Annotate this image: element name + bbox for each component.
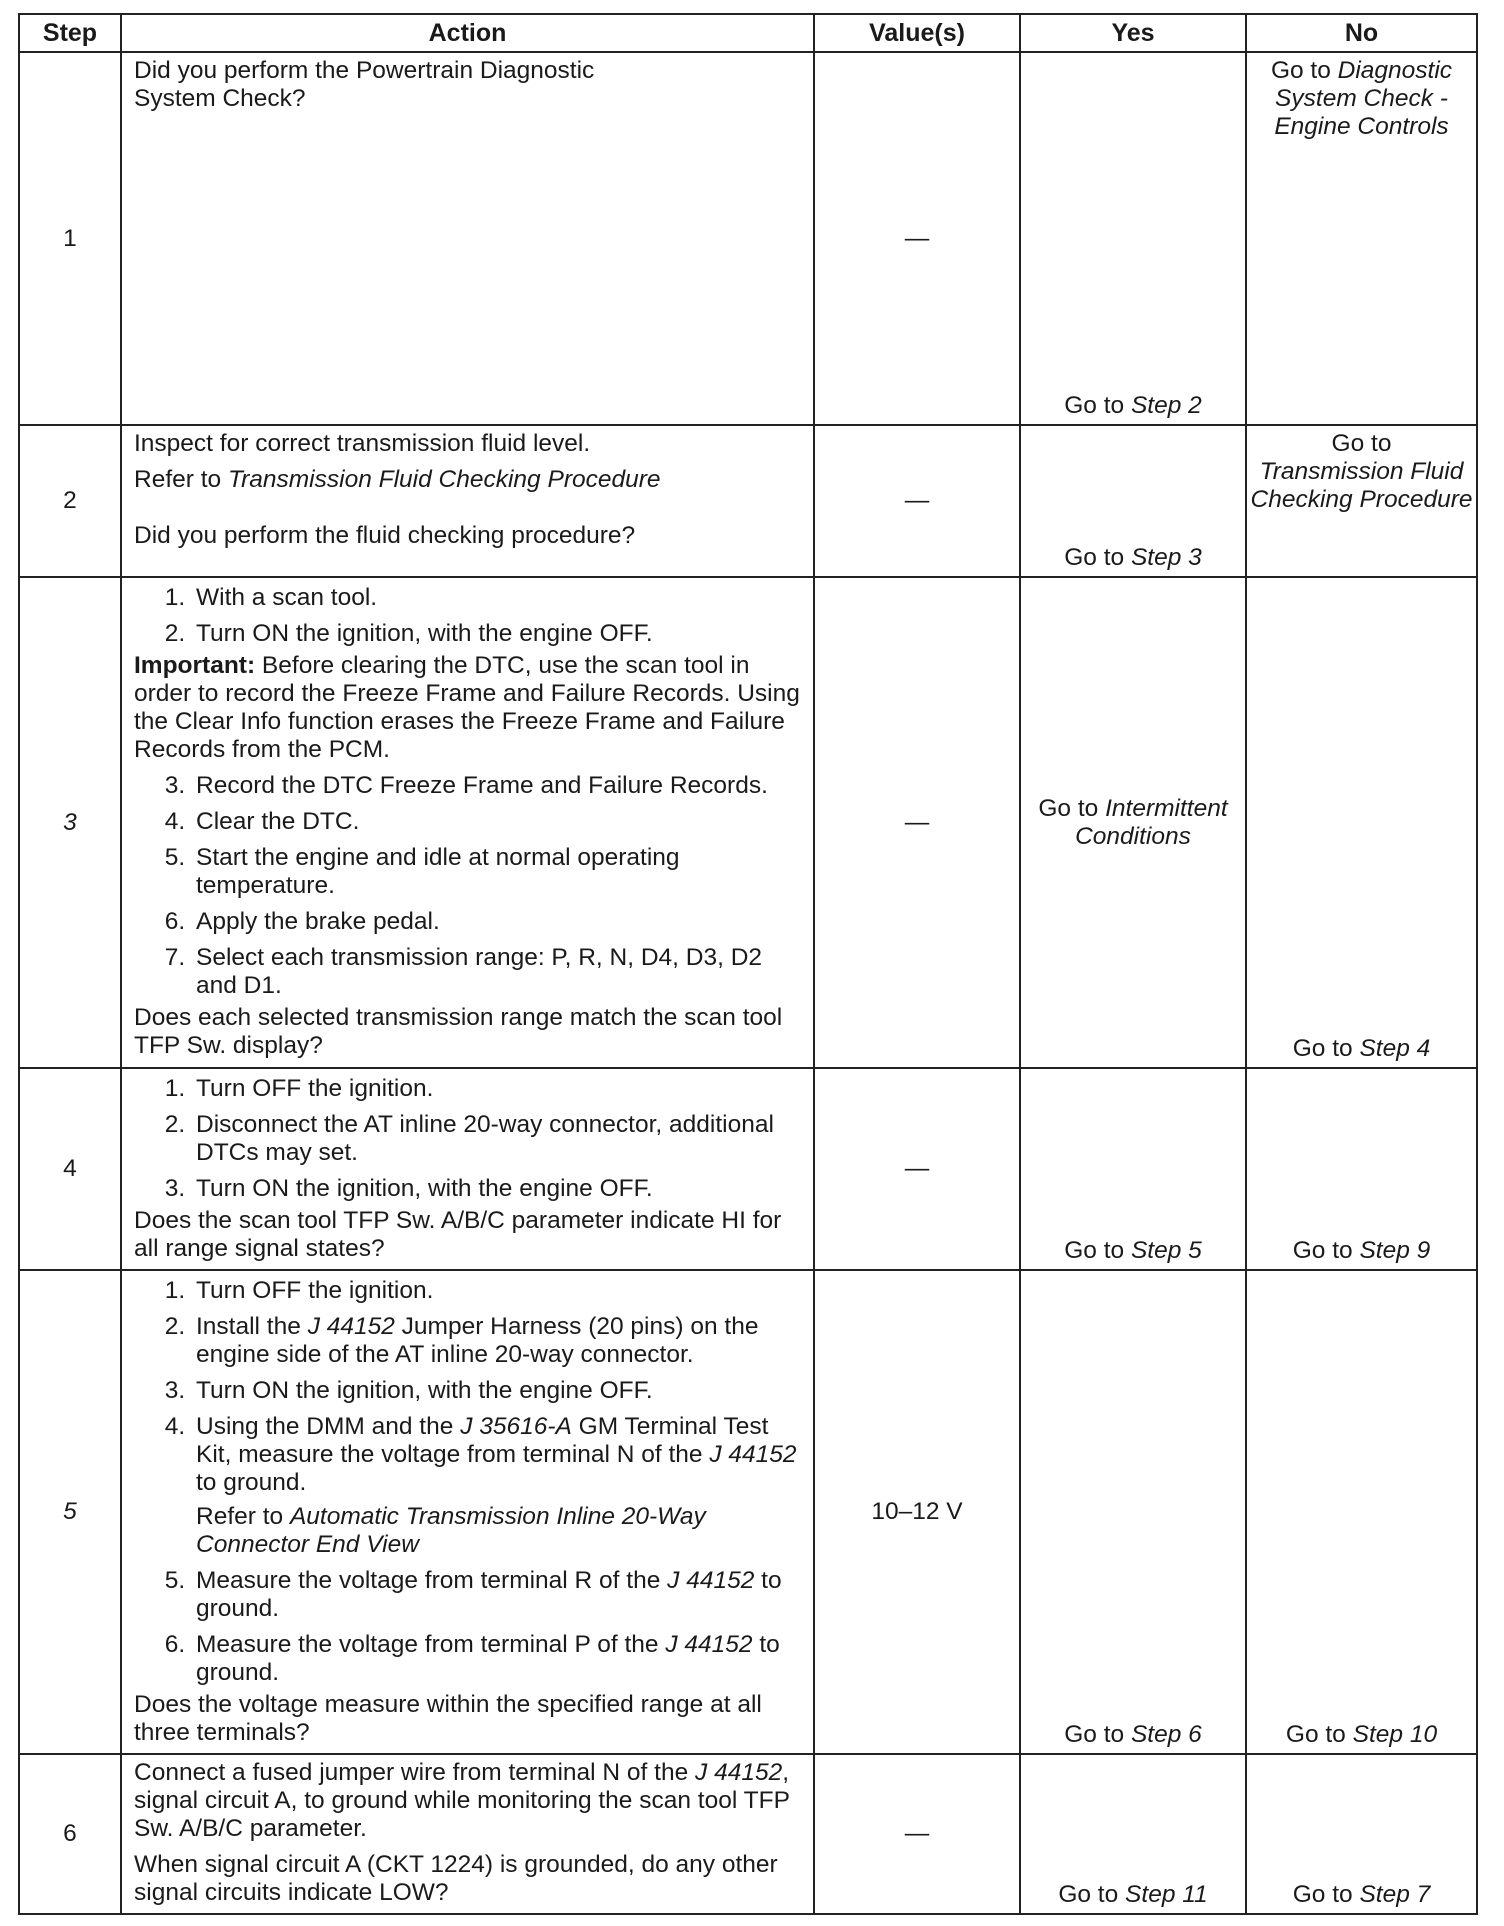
list-item: [192, 1413, 803, 1559]
header-row: [19, 14, 1477, 52]
no-prefix: Go to: [1292, 1237, 1360, 1264]
list-item: [192, 1631, 803, 1687]
tool-ref: J 44152: [667, 1567, 755, 1594]
action-cell: [121, 1068, 814, 1270]
yes-cell: [1020, 1754, 1246, 1914]
table-row: [19, 52, 1477, 425]
refer-link[interactable]: Automatic Transmission Inline 20-Way Connector End View: [196, 1503, 706, 1558]
value-cell: —: [814, 425, 1020, 577]
list-item: 1. Turn OFF the ignition.: [192, 1075, 803, 1103]
action-cell: [121, 1754, 814, 1914]
table-row: [19, 577, 1477, 1068]
no-cell: [1246, 1068, 1477, 1270]
action-line: Did you perform the Powertrain Diagnostic: [134, 57, 595, 84]
action-question: When signal circuit A (CKT 1224) is grounded, do any other signal circuits indicate LOW?: [134, 1851, 778, 1906]
item-text: GM Terminal Test Kit, measure the voltage from terminal N of the: [196, 1413, 769, 1468]
item-text: Measure the voltage from terminal R of the: [196, 1567, 668, 1594]
tool-ref: J 44152: [709, 1441, 797, 1468]
step-number: 2: [19, 425, 121, 577]
step-number: 1: [19, 52, 121, 425]
list-item: 3. Turn ON the ignition, with the engine OFF.: [192, 1377, 803, 1405]
item-text: Install the: [196, 1313, 308, 1340]
no-link[interactable]: Transmission Fluid Checking Procedure: [1250, 458, 1473, 513]
action-text: [134, 1759, 803, 1843]
yes-link[interactable]: Intermittent Conditions: [1075, 794, 1228, 850]
list-item: 3. Turn ON the ignition, with the engine OFF.: [192, 1175, 803, 1203]
no-cell: [1246, 1754, 1477, 1914]
tool-ref: J 44152: [307, 1313, 395, 1340]
action-list: [134, 772, 803, 1000]
yes-link[interactable]: Step 3: [1130, 544, 1202, 571]
action-text: Inspect for correct transmission fluid level.: [134, 430, 591, 457]
item-text: Measure the voltage from terminal P of the: [196, 1631, 666, 1658]
no-link[interactable]: Diagnostic System Check - Engine Controls: [1274, 57, 1453, 140]
header-yes: Yes: [1020, 14, 1246, 52]
yes-cell: [1020, 1068, 1246, 1270]
table-row: [19, 1068, 1477, 1270]
header-values: Value(s): [814, 14, 1020, 52]
value-cell: —: [814, 1068, 1020, 1270]
table-row: [19, 1270, 1477, 1754]
yes-prefix: Go to: [1064, 1237, 1131, 1264]
important-note: [134, 652, 803, 764]
important-label: Important:: [134, 652, 256, 679]
yes-link[interactable]: Step 11: [1125, 1881, 1208, 1908]
step-number: 4: [19, 1068, 121, 1270]
list-item: 2. Turn ON the ignition, with the engine OFF.: [192, 620, 803, 648]
list-item: [192, 1567, 803, 1623]
item-text: Jumper Harness (20 pins) on the engine side of the AT inline 20-way connector.: [196, 1313, 759, 1368]
action-list: [134, 1277, 803, 1687]
tool-ref: J 44152: [695, 1759, 783, 1786]
no-prefix: Go to: [1292, 1035, 1360, 1062]
yes-link[interactable]: Step 2: [1130, 392, 1202, 419]
value-cell: —: [814, 52, 1020, 425]
header-no: No: [1246, 14, 1477, 52]
step-number: 5: [19, 1270, 121, 1754]
action-cell: [121, 52, 814, 425]
yes-cell: [1020, 425, 1246, 577]
value-cell: —: [814, 1754, 1020, 1914]
list-item: 7. Select each transmission range: P, R, N, D4, D3, D2 and D1.: [192, 944, 803, 1000]
action-text: [134, 57, 803, 113]
no-link[interactable]: Step 7: [1359, 1881, 1431, 1908]
no-prefix: Go to: [1292, 1881, 1360, 1908]
no-prefix: Go to: [1331, 430, 1392, 457]
no-prefix: Go to: [1270, 57, 1338, 84]
yes-cell: [1020, 1270, 1246, 1754]
item-text: Using the DMM and the: [196, 1413, 461, 1440]
action-line: System Check?: [134, 85, 306, 112]
list-item: 1. With a scan tool.: [192, 584, 803, 612]
no-link[interactable]: Step 10: [1352, 1721, 1438, 1748]
yes-prefix: Go to: [1064, 544, 1131, 571]
refer-prefix: Refer to: [196, 1503, 290, 1530]
no-cell: [1246, 1270, 1477, 1754]
step-number: 6: [19, 1754, 121, 1914]
no-link[interactable]: Step 9: [1359, 1237, 1431, 1264]
list-item: 4. Clear the DTC.: [192, 808, 803, 836]
tool-ref: J 44152: [665, 1631, 753, 1658]
no-prefix: Go to: [1285, 1721, 1353, 1748]
action-cell: [121, 425, 814, 577]
yes-prefix: Go to: [1064, 1721, 1131, 1748]
action-question: Does each selected transmission range match the scan tool TFP Sw. display?: [134, 1004, 783, 1059]
action-question: Does the scan tool TFP Sw. A/B/C parameter indicate HI for all range signal states?: [134, 1207, 782, 1262]
yes-link[interactable]: Step 5: [1130, 1237, 1202, 1264]
yes-prefix: Go to: [1064, 392, 1131, 419]
action-cell: [121, 1270, 814, 1754]
table-row: [19, 425, 1477, 577]
item-refer: [196, 1503, 803, 1559]
header-action: Action: [121, 14, 814, 52]
yes-prefix: Go to: [1058, 1881, 1126, 1908]
action-question: Did you perform the fluid checking procedure?: [134, 522, 636, 549]
action-list: [134, 1075, 803, 1203]
list-item: 6. Apply the brake pedal.: [192, 908, 803, 936]
action-question: Does the voltage measure within the specified range at all three terminals?: [134, 1691, 762, 1746]
action-cell: [121, 577, 814, 1068]
diagnostic-table: [18, 13, 1478, 1915]
yes-link[interactable]: Step 6: [1130, 1721, 1202, 1748]
item-text: Connect a fused jumper wire from terminal N of the: [134, 1759, 696, 1786]
value-cell: 10–12 V: [814, 1270, 1020, 1754]
step-number: 3: [19, 577, 121, 1068]
yes-cell: [1020, 577, 1246, 1068]
no-cell: [1246, 52, 1477, 425]
item-text: to ground.: [196, 1567, 782, 1622]
list-item: 5. Start the engine and idle at normal operating temperature.: [192, 844, 803, 900]
no-cell: [1246, 577, 1477, 1068]
header-step: Step: [19, 14, 121, 52]
yes-prefix: Go to: [1038, 794, 1106, 822]
tool-ref: J 35616-A: [460, 1413, 572, 1440]
table-row: [19, 1754, 1477, 1914]
important-text: Before clearing the DTC, use the scan tool in order to record the Freeze Frame and Failure Records. Using the Clear Info function erases the Freeze Frame and Failure Records from the PCM.: [134, 652, 800, 763]
refer-link[interactable]: Transmission Fluid Checking Procedure: [227, 466, 661, 493]
list-item: 3. Record the DTC Freeze Frame and Failure Records.: [192, 772, 803, 800]
item-text: to ground.: [196, 1469, 307, 1496]
value-cell: —: [814, 577, 1020, 1068]
action-refer: [134, 466, 803, 494]
refer-prefix: Refer to: [134, 466, 228, 493]
item-text: to ground.: [196, 1631, 780, 1686]
yes-cell: [1020, 52, 1246, 425]
list-item: 2. Disconnect the AT inline 20-way connector, additional DTCs may set.: [192, 1111, 803, 1167]
item-text: , signal circuit A, to ground while monitoring the scan tool TFP Sw. A/B/C parameter.: [134, 1759, 790, 1842]
list-item: [192, 1313, 803, 1369]
no-link[interactable]: Step 4: [1359, 1035, 1431, 1062]
action-list: [134, 584, 803, 648]
no-cell: [1246, 425, 1477, 577]
list-item: 1. Turn OFF the ignition.: [192, 1277, 803, 1305]
